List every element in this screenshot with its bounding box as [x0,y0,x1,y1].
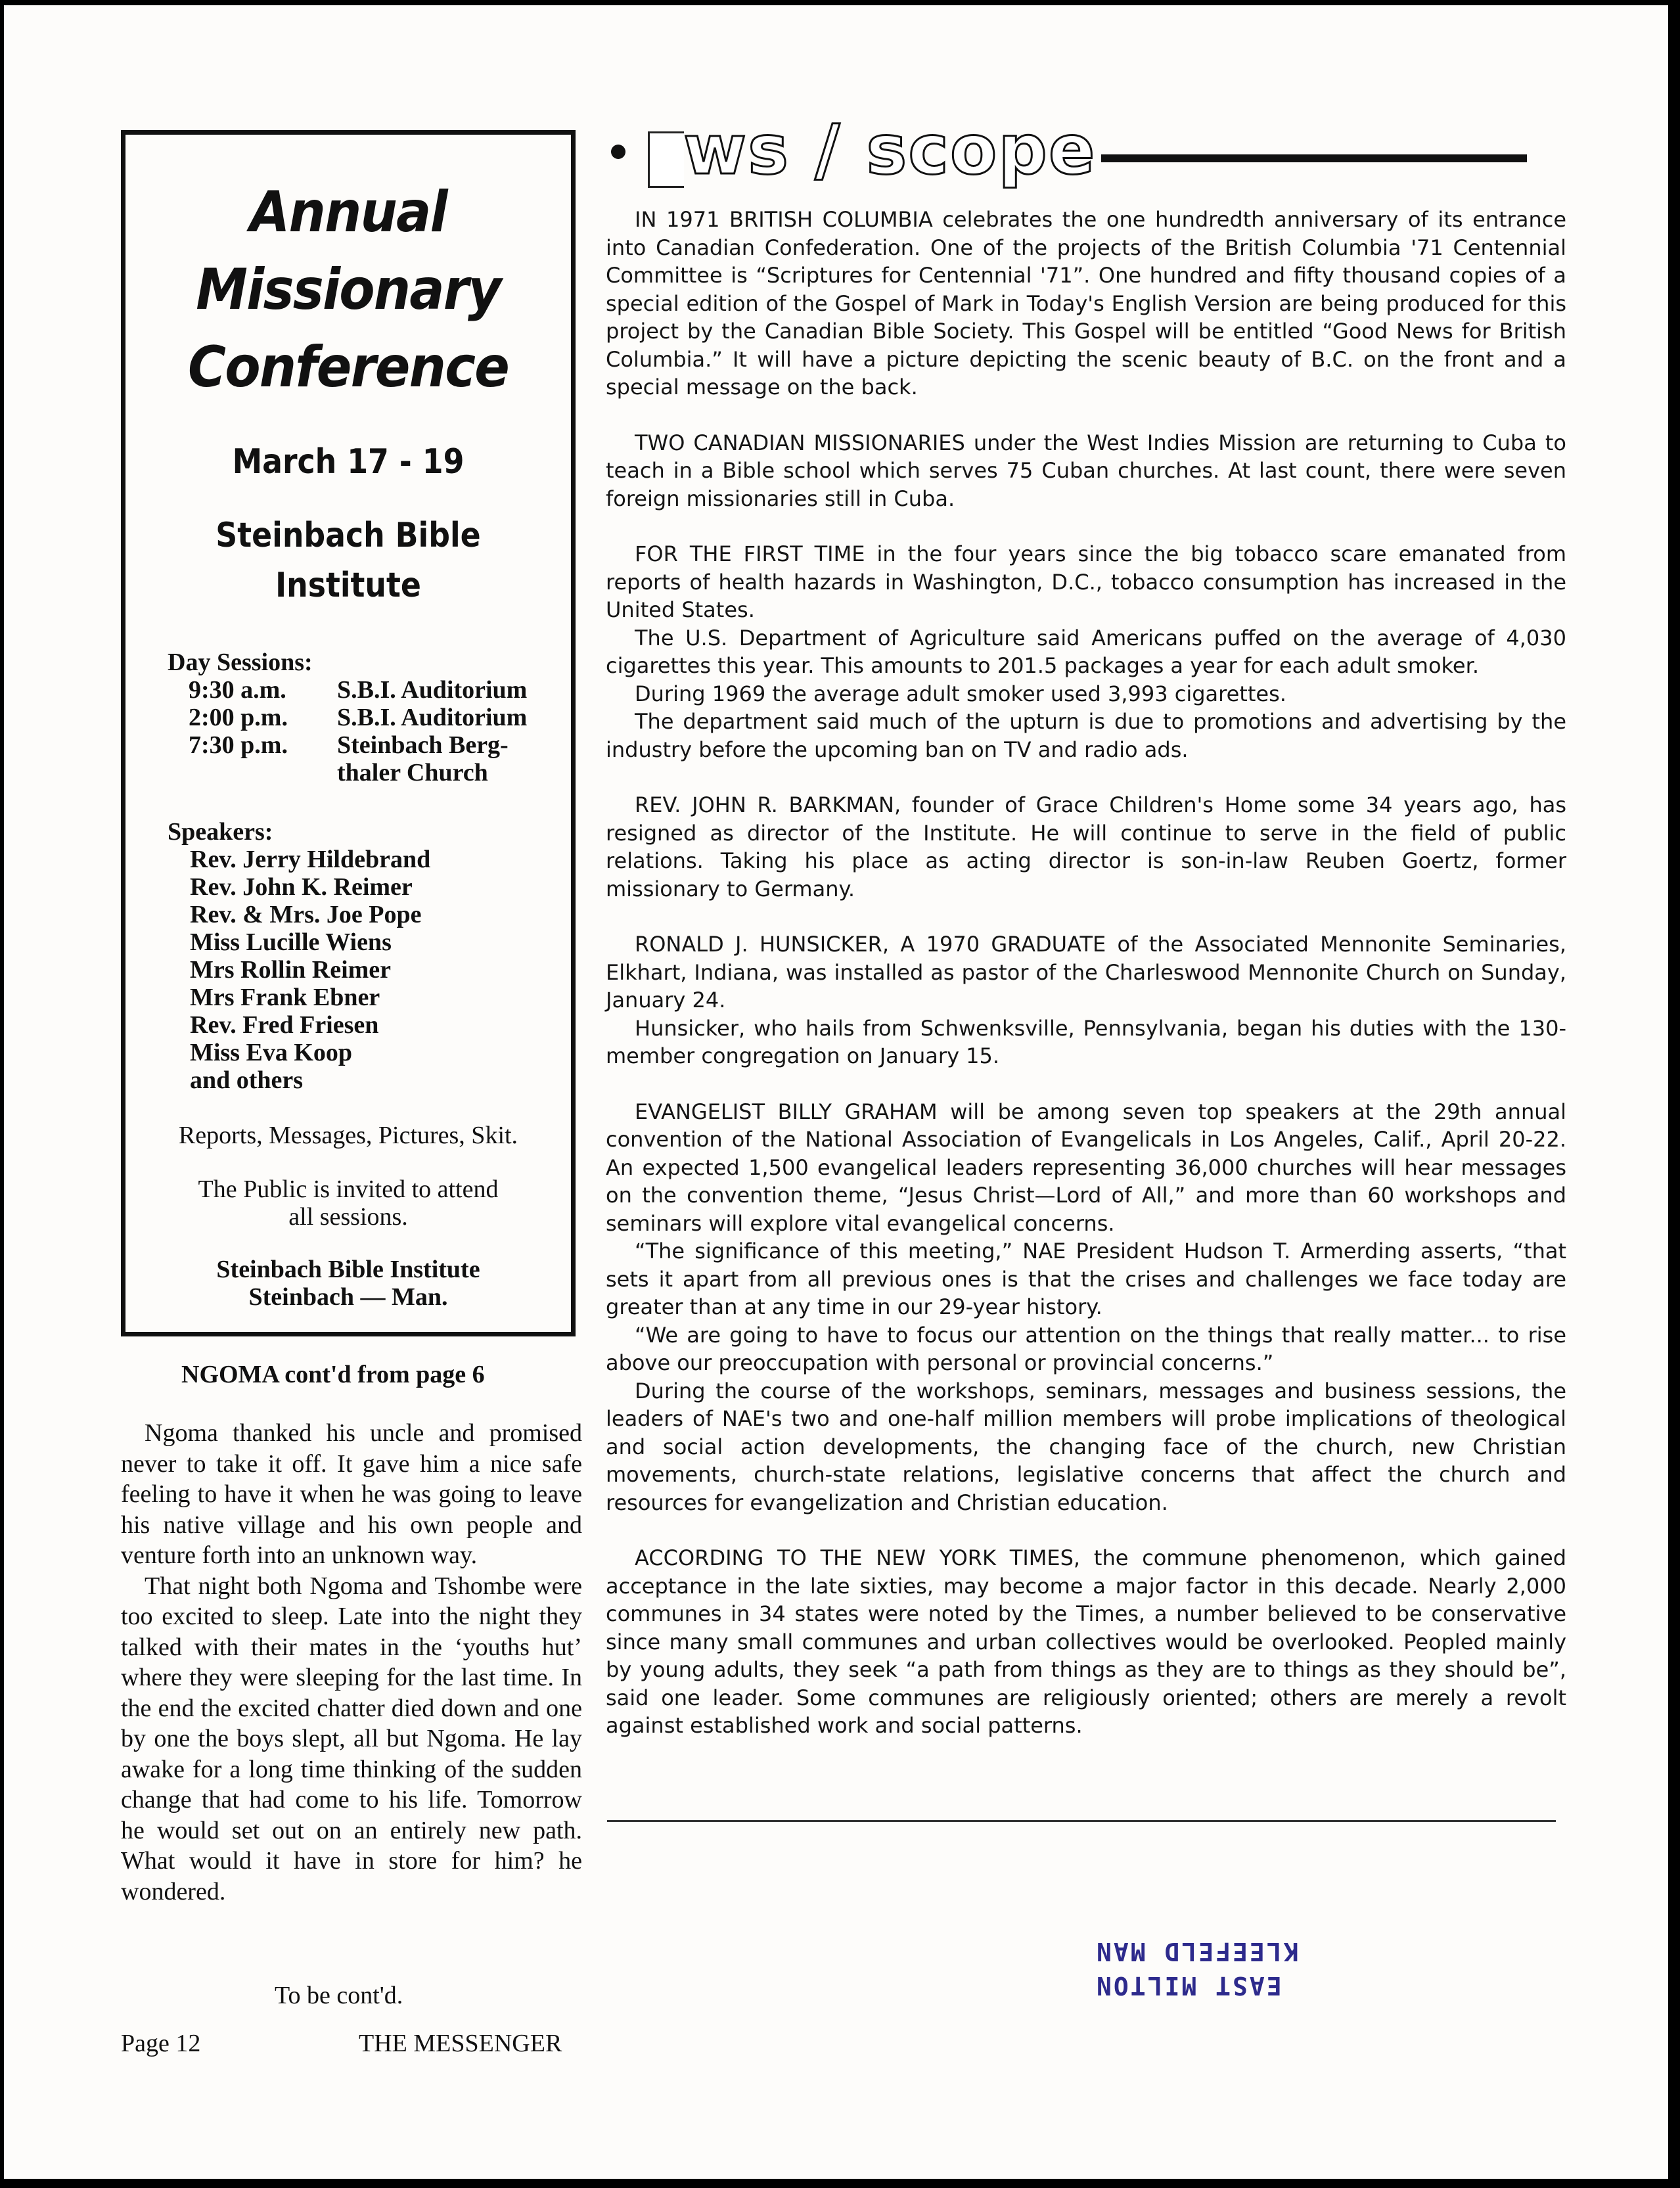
news-paragraph: IN 1971 BRITISH COLUMBIA celebrates the one hundredth anniversary of its entrance into Canadian Confederation. One of the projects of the British Columbia '71 Centennial Committee is “Scriptures for Centennial '71”. One hundred and fifty thousand copies of a special edition of the Gospel of Mark in Today's English Version are being produced for this project by the Canadian Bible Society. This Gospel will be entitled “Good News for British Columbia.” It will have a picture depicting the scenic beauty of B.C. on the front and a special message on the back. [606,207,1566,399]
news-paragraph: ACCORDING TO THE NEW YORK TIMES, the commune phenomenon, which gained acceptance in the late sixties, may become a major factor in this decade. Nearly 2,000 communes in 34 states were noted by the Times, a number believed to be conservative since many small communes and urban collectives would be overlooked. Peopled mainly by young adults, they seek “a path from things as they are to things as they should be”, said one leader. Some communes are religiously oriented; others are merely a revolt against established work and social patterns. [606,1545,1566,1738]
ad-sponsor: Steinbach Bible Institute [216,1256,480,1283]
session-time: 7:30 p.m. [189,731,288,759]
ngoma-heading: NGOMA cont'd from page 6 [181,1361,485,1388]
continued-note: To be cont'd. [275,1982,403,2009]
speaker: Rev. & Mrs. Joe Pope [190,901,422,928]
day-sessions-label: Day Sessions: [168,649,313,676]
ad-title-line: Conference [187,334,509,400]
news-paragraph: During the course of the workshops, seminars, messages and business sessions, the leaders of NAE's two and one-half million members will probe implications of theological and social action developments, the changing face of the church, new Christian movements, church-state relations, legislative concerns that affect the church and resources for evangelization and Christian education. [606,1378,1566,1515]
speaker: Rev. Fred Friesen [190,1011,379,1039]
newsletter-page [4,5,1668,2179]
story-paragraph: That night both Ngoma and Tshombe were too excited to sleep. Late into the night they talked with their mates in the ‘youths hut’ where they were sleeping for the last time. In the end the excited chatter died down and one by one the boys slept, all but Ngoma. He lay awake for a long time thinking of the sudden change that had come to his life. Tomorrow he would set out on an entirely new path. What would it have in store for him? he wondered. [121,1572,582,1905]
session-place: thaler Church [337,759,488,786]
speaker: and others [190,1066,304,1094]
bullet-icon [611,145,625,159]
ad-reports: Reports, Messages, Pictures, Skit. [178,1122,518,1149]
ad-title-line: Missionary [196,257,501,323]
session-time: 2:00 p.m. [189,704,288,731]
ad-venue: Steinbach Bible [216,516,481,555]
torn-letters-gap [648,131,684,188]
news-paragraph: RONALD J. HUNSICKER, A 1970 GRADUATE of the Associated Mennonite Seminaries, Elkhart, Indiana, was installed as pastor of the Charleswood Mennonite Church on Sunday, January 24. [606,932,1566,1013]
news-paragraph: Hunsicker, who hails from Schwenksville, Pennsylvania, began his duties with the 130-member congregation on January 15. [606,1015,1566,1068]
story-paragraph: Ngoma thanked his uncle and promised never to take it off. It gave him a nice safe feeling to have it when he was going to leave his native village and his own people and venture forth into an unknown way. [121,1419,582,1569]
session-time: 9:30 a.m. [189,676,286,704]
column-end-rule [607,1820,1556,1822]
session-place: S.B.I. Auditorium [337,676,528,704]
speaker: Rev. John K. Reimer [190,873,413,901]
ad-venue: Institute [275,566,421,605]
address-stamp: EAST MILTON [1095,1971,1282,2000]
news-paragraph: “The significance of this meeting,” NAE President Hudson T. Armerding asserts, “that sets it apart from all previous ones is that the crises and challenges we face today are greater than at any time in our 29-year history. [606,1239,1566,1319]
news-column [606,206,1566,1740]
session-place: S.B.I. Auditorium [337,704,528,731]
speakers-label: Speakers: [168,818,273,846]
session-place: Steinbach Berg- [337,731,509,759]
news-paragraph: The U.S. Department of Agriculture said Americans puffed on the average of 4,030 cigarettes this year. This amounts to 201.5 packages a year for each adult smoker. [606,625,1566,678]
section-title: ws / scope [683,110,1097,190]
conference-ad [121,130,576,1336]
ad-sponsor: Steinbach — Man. [248,1283,448,1311]
news-paragraph: FOR THE FIRST TIME in the four years since the big tobacco scare emanated from reports of health hazards in Washington, D.C., tobacco consumption has increased in the United States. [606,541,1566,622]
masthead-rule [1101,154,1527,162]
news-paragraph: TWO CANADIAN MISSIONARIES under the West Indies Mission are returning to Cuba to teach in a Bible school which serves 75 Cuban churches. At last count, there were seven foreign missionaries still in Cuba. [606,430,1566,511]
news-paragraph: REV. JOHN R. BARKMAN, founder of Grace Children's Home some 34 years ago, has resigned as director of the Institute. He will continue to serve in the field of public relations. Taking his place as acting director is son-in-law Reuben Goertz, former missionary to Germany. [606,792,1566,901]
page-number: Page 12 [121,2030,201,2057]
publication-name: THE MESSENGER [359,2030,562,2057]
speaker: Miss Lucille Wiens [190,928,392,956]
news-paragraph: “We are going to have to focus our attention on the things that really matter... to rise above our preoccupation with personal or provincial concerns.” [606,1322,1566,1375]
ad-public-note: The Public is invited to attend [198,1175,499,1203]
address-stamp: KLEEFELD MAN [1095,1937,1299,1966]
news-paragraph: EVANGELIST BILLY GRAHAM will be among seven top speakers at the 29th annual convention of the National Association of Evangelicals in Los Angeles, Calif., April 20-22. An expected 1,500 evangelical leaders representing 36,000 churches will hear messages on the convention theme, “Jesus Christ—Lord of All,” and more than 60 workshops and seminars will explore vital evangelical concerns. [606,1099,1566,1236]
ad-dates: March 17 - 19 [232,442,465,482]
speaker: Rev. Jerry Hildebrand [190,846,431,873]
news-paragraph: During 1969 the average adult smoker used 3,993 cigarettes. [635,681,1286,706]
ad-title-line: Annual [250,179,447,245]
ngoma-story [121,1418,582,1907]
speaker: Miss Eva Koop [190,1039,353,1066]
ad-public-note: all sessions. [288,1203,408,1231]
speaker: Mrs Frank Ebner [190,984,380,1011]
news-paragraph: The department said much of the upturn is due to promotions and advertising by the industry before the upcoming ban on TV and radio ads. [606,709,1566,762]
speaker: Mrs Rollin Reimer [190,956,392,984]
